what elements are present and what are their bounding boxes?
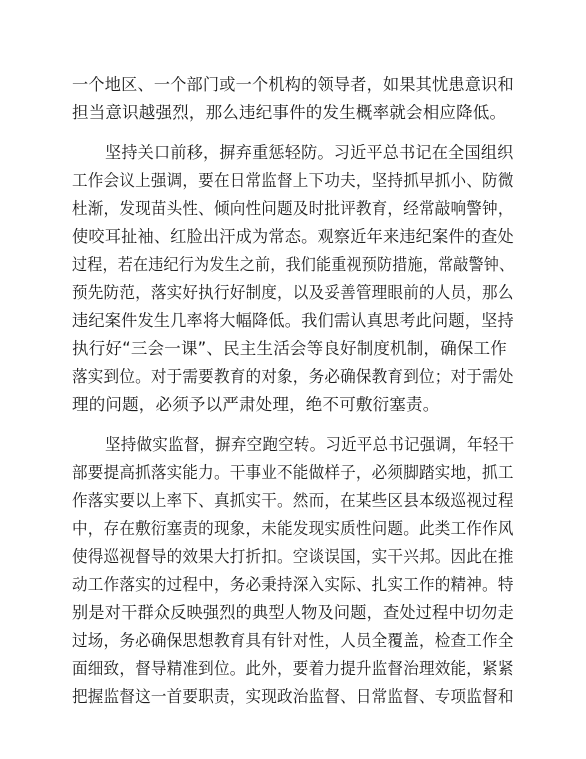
paragraph-3-line-5: 使得巡视督导的效果大打折扣。空谈误国，实干兴邦。因此在推 xyxy=(72,547,514,566)
text-line-1: 一个地区、一个部门或一个机构的领导者，如果其忧患意识和 xyxy=(72,75,514,94)
paragraph-2-line-9: 落实到位。对于需要教育的对象，务必确保教育到位；对于需处 xyxy=(72,367,514,386)
paragraph-3-line-10: 把握监督这一首要职责，实现政治监督、日常监督、专项监督和 xyxy=(72,687,514,706)
paragraph-3-line-2: 部要提高抓落实能力。干事业不能做样子，必须脚踏实地，抓工 xyxy=(72,463,514,482)
paragraph-3-line-8: 过场，务必确保思想教育具有针对性，人员全覆盖，检查工作全 xyxy=(72,631,514,650)
paragraph-3-line-9: 面细致，督导精准到位。此外，要着力提升监督治理效能，紧紧 xyxy=(72,659,514,678)
paragraph-2-line-2: 工作会议上强调，要在日常监督上下功夫，坚持抓早抓小、防微 xyxy=(72,171,514,190)
paragraph-3-line-3: 作落实要以上率下、真抓实干。然而，在某些区县本级巡视过程 xyxy=(72,491,514,510)
paragraph-2-line-8: 执行好“三会一课”、民主生活会等良好制度机制，确保工作 xyxy=(72,339,507,358)
paragraph-3-line-7: 别是对干群众反映强烈的典型人物及问题，查处过程中切勿走 xyxy=(72,603,514,622)
paragraph-3-line-4: 中，存在敷衍塞责的现象，未能发现实质性问题。此类工作作风 xyxy=(72,519,514,538)
paragraph-2-line-3: 杜渐，发现苗头性、倾向性问题及时批评教育，经常敲响警钟， xyxy=(72,199,514,218)
paragraph-3-line-1: 坚持做实监督，摒弃空跑空转。习近平总书记强调，年轻干 xyxy=(105,435,515,454)
paragraph-2-line-7: 违纪案件发生几率将大幅降低。我们需认真思考此问题，坚持 xyxy=(72,311,514,330)
text-line-2: 担当意识越强烈，那么违纪事件的发生概率就会相应降低。 xyxy=(72,103,507,122)
paragraph-2-line-1: 坚持关口前移，摒弃重惩轻防。习近平总书记在全国组织 xyxy=(105,143,514,162)
paragraph-2-line-6: 预先防范，落实好执行好制度，以及妥善管理眼前的人员，那么 xyxy=(72,283,514,302)
paragraph-3-line-6: 动工作落实的过程中，务必秉持深入实际、扎实工作的精神。特 xyxy=(72,575,514,594)
paragraph-2-line-10: 理的问题，必须予以严肃处理，绝不可敷衍塞责。 xyxy=(72,395,440,414)
paragraph-2-line-5: 过程，若在违纪行为发生之前，我们能重视预防措施，常敲警钟、 xyxy=(72,255,515,274)
paragraph-2-line-4: 使咬耳扯袖、红脸出汗成为常态。观察近年来违纪案件的查处 xyxy=(72,227,514,246)
